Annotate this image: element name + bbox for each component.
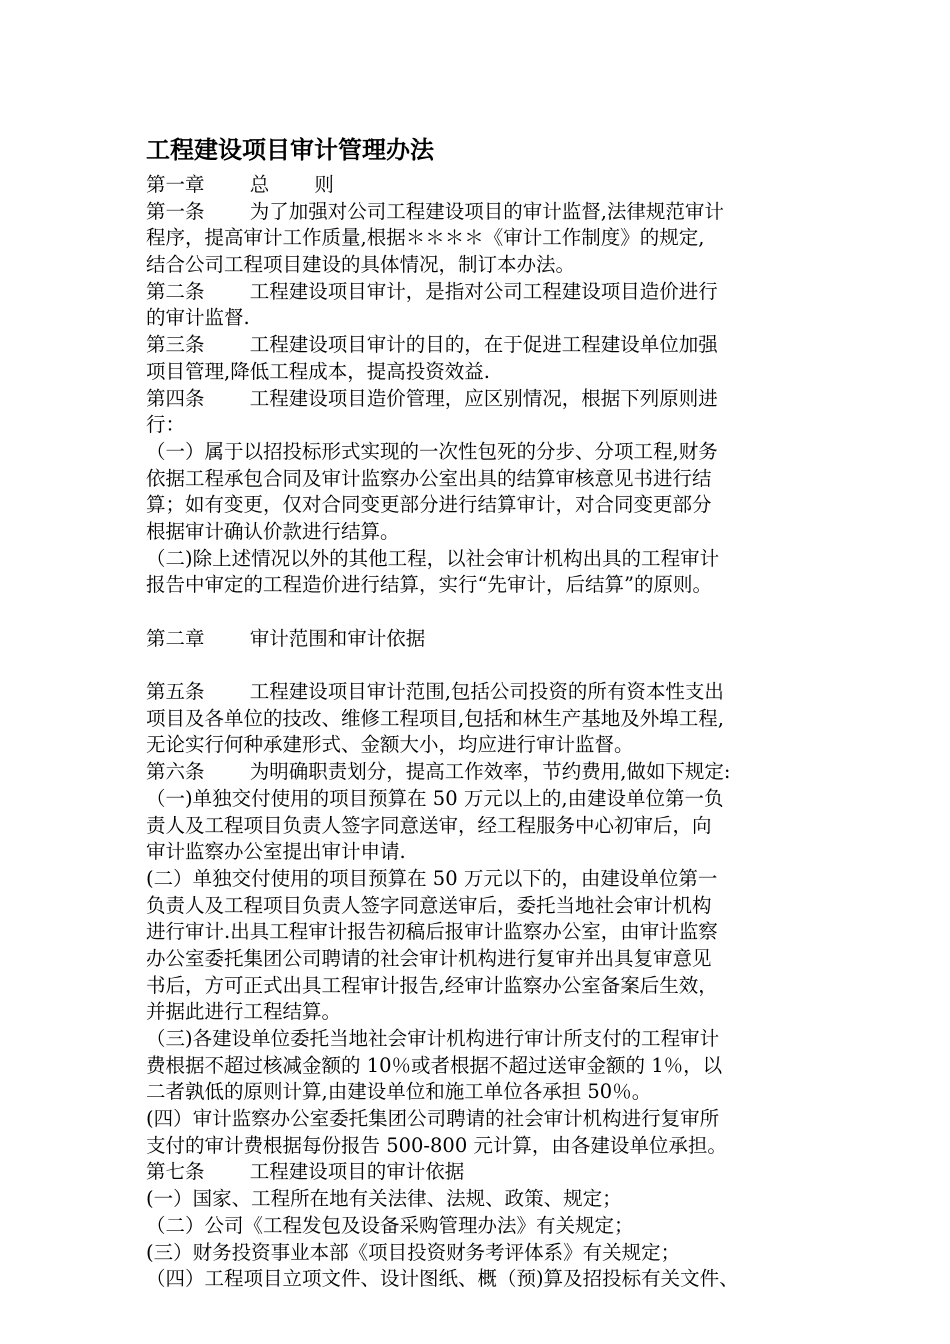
text-line: 项目及各单位的技改、维修工程项目,包括和林生产基地及外埠工程, <box>146 706 724 730</box>
text-line: 报告中审定的工程造价进行结算，实行“先审计，后结算”的原则。 <box>146 573 712 597</box>
text-line: 项目管理,降低工程成本，提高投资效益. <box>146 359 490 383</box>
text-line: 办公室委托集团公司聘请的社会审计机构进行复审并出具复审意见 <box>146 946 712 970</box>
text-line: 第一章 总 则 <box>146 173 334 196</box>
text-line: 算；如有变更，仅对合同变更部分进行结算审计，对合同变更部分 <box>146 493 712 517</box>
text-line: （三)各建设单位委托当地社会审计机构进行审计所支付的工程审计 <box>146 1027 720 1050</box>
text-line: 负责人及工程项目负责人签字同意送审后，委托当地社会审计机构 <box>146 893 712 917</box>
text-line: 根据审计确认价款进行结算。 <box>146 519 400 543</box>
text-line: 责人及工程项目负责人签字同意送审，经工程服务中心初审后，向 <box>146 813 712 837</box>
text-line: (三）财务投资事业本部《项目投资财务考评体系》有关规定； <box>146 1240 681 1264</box>
text-line: （二）公司《工程发包及设备采购管理办法》有关规定； <box>146 1213 634 1237</box>
text-line: 书后，方可正式出具工程审计报告,经审计监察办公室备案后生效， <box>146 973 718 997</box>
text-line: 第二章 审计范围和审计依据 <box>146 626 426 650</box>
text-line: 行： <box>146 413 186 437</box>
text-line: 并据此进行工程结算。 <box>146 1000 342 1024</box>
text-line: (四）审计监察办公室委托集团公司聘请的社会审计机构进行复审所 <box>146 1107 720 1131</box>
text-line: 依据工程承包合同及审计监察办公室出具的结算审核意见书进行结 <box>146 466 712 490</box>
text-line: （二)除上述情况以外的其他工程，以社会审计机构出具的工程审计 <box>146 546 720 570</box>
text-line: 第六条 为明确职责划分，提高工作效率，节约费用,做如下规定: <box>146 760 731 784</box>
text-line: （一)单独交付使用的项目预算在 50 万元以上的,由建设单位第一负 <box>146 786 724 810</box>
text-line: 支付的审计费根据每份报告 500-800 元计算，由各建设单位承担。 <box>146 1133 727 1157</box>
text-line: 结合公司工程项目建设的具体情况，制订本办法。 <box>146 253 576 277</box>
text-line: 第七条 工程建设项目的审计依据 <box>146 1160 465 1184</box>
text-line: 无论实行何种承建形式、金额大小，均应进行审计监督。 <box>146 733 634 757</box>
text-line: 二者孰低的原则计算,由建设单位和施工单位各承担 50％。 <box>146 1080 652 1104</box>
blank-line <box>146 652 826 679</box>
text-line: 第三条 工程建设项目审计的目的，在于促进工程建设单位加强 <box>146 333 718 357</box>
text-line: 审计监察办公室提出审计申请. <box>146 840 406 864</box>
text-line: (一）国家、工程所在地有关法律、法规、政策、规定； <box>146 1187 622 1211</box>
document-body <box>146 172 826 1293</box>
text-line: （四）工程项目立项文件、设计图纸、概（预)算及招投标有关文件、 <box>146 1267 739 1291</box>
text-line: 第二条 工程建设项目审计，是指对公司工程建设项目造价进行 <box>146 279 718 303</box>
text-line: 第四条 工程建设项目造价管理，应区别情况，根据下列原则进 <box>146 386 718 410</box>
text-line: 费根据不超过核减金额的 10％或者根据不超过送审金额的 1％，以 <box>146 1053 723 1077</box>
text-line: 程序，提高审计工作质量,根据＊＊＊＊《审计工作制度》的规定, <box>146 226 705 250</box>
text-line: 的审计监督. <box>146 306 250 330</box>
text-line: 第一条 为了加强对公司工程建设项目的审计监督,法律规范审计 <box>146 199 724 223</box>
blank-line <box>146 599 826 626</box>
text-line: 第五条 工程建设项目审计范围,包括公司投资的所有资本性支出 <box>146 680 724 704</box>
text-line: （一）属于以招投标形式实现的一次性包死的分步、分项工程,财务 <box>146 439 718 463</box>
text-line: (二）单独交付使用的项目预算在 50 万元以下的，由建设单位第一 <box>146 866 718 890</box>
document-title: 工程建设项目审计管理办法 <box>146 136 434 164</box>
text-line: 进行审计.出具工程审计报告初稿后报审计监察办公室，由审计监察 <box>146 920 718 944</box>
